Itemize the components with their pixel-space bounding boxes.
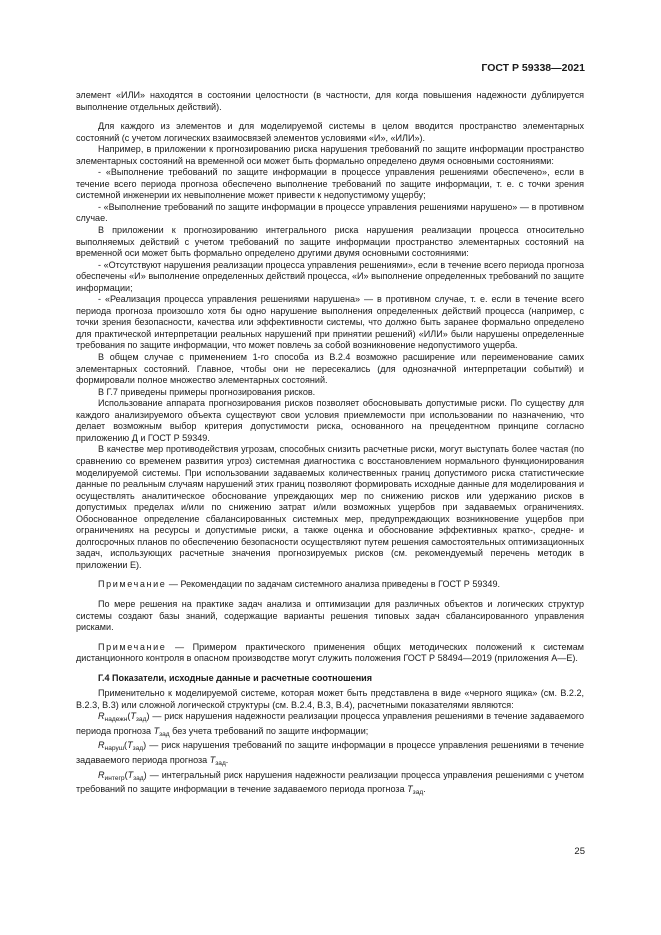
formula-symbol: R (98, 740, 105, 751)
paragraph: В качестве мер противодействия угрозам, способных снизить расчетные риски, могут выступать более частая (по сравнению со временем развития угроз) системная диагностика с восстановлением нормального функционирования моделируемой системы. При использовании задаваемых количественных границ допустимого риска статистические данные по реальным случаям нарушений этих границ позволяют формировать исходные данные для моделирования и осуществлять аналитическое обоснование упреждающих мер по снижению рисков или удержанию рисков в допустимых пределах и/или по снижению затрат и/или возможных ущербов при задаваемых ограничениях. Обоснованное определение сбалансированных системных мер, предупреждающих возникновение ущербов при ограничениях на ресурсы и допустимые риски, а также оценка и обоснование эффективных кратко-, средне- и долгосрочных планов по обеспечению безопасности осуществляют путем решения самостоятельных оптимизационных задач, использующих расчетные значения прогнозируемых рисков (см. рекомендуемый перечень методик в приложении Е). (76, 444, 584, 570)
paragraph: В общем случае с применением 1-го способа из В.2.4 возможно расширение или переименование самих элементарных состояний. Главное, чтобы они не пересекались (для однозначной интерпретации событий) и формировали полное множество элементарных состояний. (76, 352, 584, 386)
formula-arg: T (130, 711, 136, 722)
note (76, 579, 584, 591)
paragraph: По мере решения на практике задач анализа и оптимизации для различных объектов и логических структур системы создают базы знаний, содержащие варианты решения типовых задач сбалансированного управления рисками. (76, 598, 584, 633)
indicator-text: — риск нарушения надежности реализации процесса управления решениями в течение задаваемого периода прогноза (76, 711, 585, 736)
paragraph: В приложении к прогнозированию интегрального риска нарушения реализации процесса относительно выполняемых действий с учетом требований по защите информации пространство элементарных состояний на временной оси может быть формально определено другими двумя основными состояниями: (76, 225, 584, 259)
indicator-item: $R_{надежн}(T_{зад})$ — риск нарушения надежности реализации процесса управления решениями в течение задаваемого периода прогноза $T_{зад}$ без учета требований по защите информации; (76, 711, 585, 738)
paragraph: Использование аппарата прогнозирования рисков позволяет обосновывать допустимые риски. По существу для каждого анализируемого объекта существуют свои условия приемлемости при использовании по назначению, что делает возможным выбор критерия допустимости риска, основанного на прецедентном принципе согласно приложению Д и ГОСТ Р 59349. (76, 398, 584, 443)
document-body (76, 90, 584, 799)
paragraph: - «Выполнение требований по защите информации в процессе управления решениями нарушено» — в противном случае. (76, 201, 584, 224)
formula-subscript: зад (133, 774, 144, 782)
paragraph: Например, в приложении к прогнозированию риска нарушения требований по защите информации пространство элементарных состояний на временной оси может быть формально определено двумя основными состояниями: (76, 144, 584, 166)
document-code: ГОСТ Р 59338—2021 (481, 62, 585, 74)
indicator-item: $R_{интегр}(T_{зад})$ — интегральный риск нарушения надежности реализации процесса управления решениями с учетом требований по защите информации в течение задаваемого периода прогноза $T_{зад}$. (76, 769, 584, 797)
indicator-item: $R_{наруш}(T_{зад})$ — риск нарушения требований по защите информации в процессе управления решениями в течение задаваемого периода прогноза $T_{зад}$. (76, 740, 584, 767)
indicator-tail: . (423, 784, 426, 795)
formula-arg: T (153, 725, 160, 736)
note-text: — Рекомендации по задачам системного анализа приведены в ГОСТ Р 59349. (166, 579, 501, 590)
note-text: — Примером практического применения общих методических положений к системам дистанционного контроля в опасном производстве могут служить положения ГОСТ Р 58494—2019 (приложения А—Е). (76, 641, 584, 664)
section-heading: Г.4 Показатели, исходные данные и расчетные соотношения (98, 672, 373, 683)
formula-subscript: зад (159, 730, 170, 738)
indicator-tail: . (225, 754, 229, 765)
paragraph: - «Реализация процесса управления решениями нарушена» — в противном случае, т. е. если в течение всего периода прогноза произошло хотя бы одно нарушение выполнения определенных действий процесса (например, с точки зрения безопасности, качества или эффективности системы, что должно быть заранее формально определено для практической интерпретации реальных нарушений при принятии решений) «ИЛИ» были нарушены определенные требования по защите информации, что может повлечь за собой возникновение недопустимого ущерба. (76, 294, 584, 351)
note (76, 642, 584, 665)
paragraph: элемент «ИЛИ» находятся в состоянии целостности (в частности, для когда повышения надежности дублируется выполнение отдельных действий). (76, 90, 584, 112)
page-number: 25 (574, 846, 585, 857)
formula-subscript: зад (215, 759, 226, 767)
paragraph: В Г.7 приведены примеры прогнозирования рисков. (98, 386, 316, 397)
indicator-tail: без учета требований по защите информации; (172, 725, 369, 736)
indicator-text: — интегральный риск нарушения надежности реализации процесса управления решениями с учетом требований по защите информации в течение задаваемого периода прогноза (76, 769, 584, 795)
formula-subscript: интегр (104, 774, 125, 782)
formula-subscript: зад (412, 789, 424, 797)
formula-subscript: наруш (104, 745, 125, 753)
formula-subscript: зад (132, 745, 144, 753)
note-label: Примечание (98, 579, 167, 590)
note-label: Примечание (98, 641, 167, 652)
paragraph: - «Отсутствуют нарушения реализации процесса управления решениями», если в течение всего периода прогноза обеспечены «И» выполнение определенных действий процесса, «И» выполнение определенных требований по защите информации; (76, 259, 584, 293)
paragraph: - «Выполнение требований по защите информации в процессе управления решениями обеспечено», если в течение всего периода прогноза обеспечено выполнение требований по защите информации, т. е. с точки зрения системной инженерии их невыполнение может привести к недопустимому ущербу; (76, 167, 584, 201)
formula-subscript: надежн (104, 716, 128, 724)
formula-arg: T (209, 754, 216, 765)
formula-subscript: зад (135, 716, 147, 724)
formula-arg: T (407, 784, 413, 795)
formula-arg: T (127, 769, 134, 780)
indicator-text: — риск нарушения требований по защите информации в процессе управления решениями в течение задаваемого периода прогноза (76, 740, 584, 765)
formula-symbol: R (98, 711, 105, 722)
paragraph: Применительно к моделируемой системе, которая может быть представлена в виде «черного ящика» (см. В.2.2, В.2.3, В.3) или сложной логической структуры (см. В.2.4, В.3, В.4), расчетными показателями являются: (76, 688, 584, 710)
formula-arg: T (127, 740, 133, 751)
formula-symbol: R (98, 769, 105, 780)
paragraph: Для каждого из элементов и для моделируемой системы в целом вводится пространство элементарных состояний (с учетом логических взаимосвязей элементов условиями «И», «ИЛИ»). (76, 121, 584, 143)
